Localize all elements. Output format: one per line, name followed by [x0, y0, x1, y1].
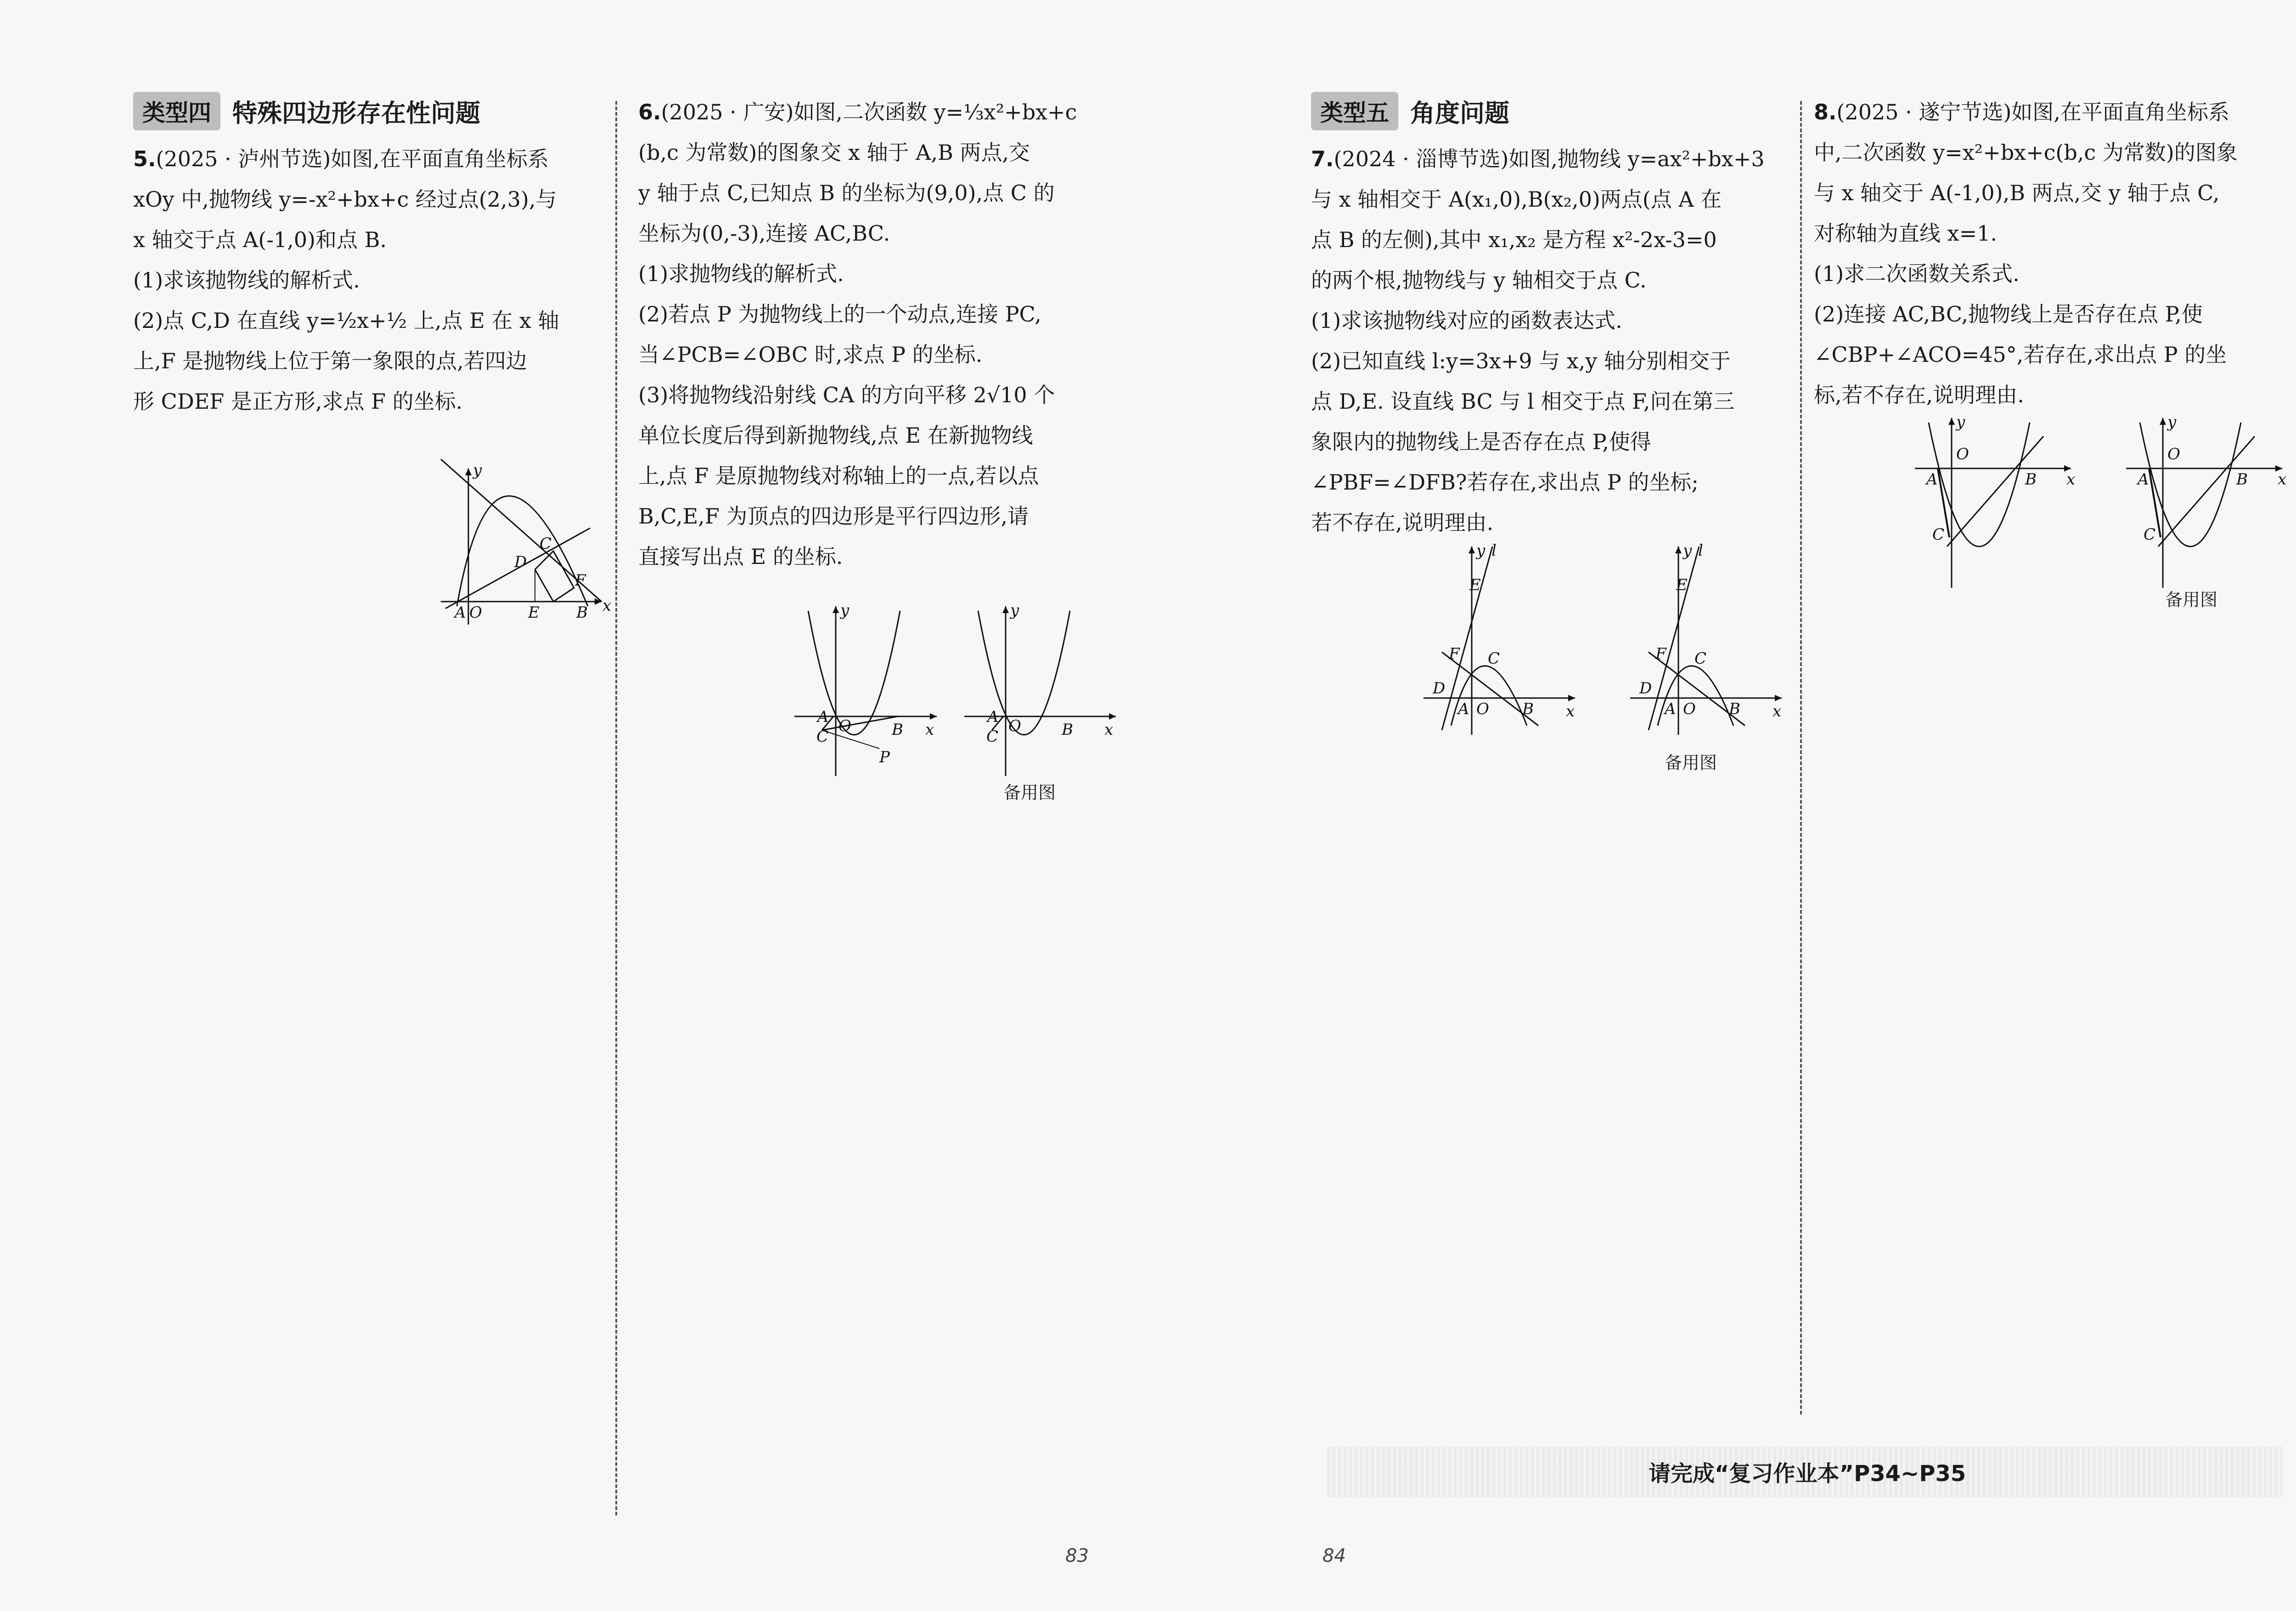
q7-line-3: 的两个根,抛物线与 y 轴相交于点 C.: [1311, 268, 1647, 293]
q8-backup-caption: 备用图: [2165, 590, 2218, 610]
q6-line-0: (2025 · 广安)如图,二次函数 y=⅓x²+bx+c: [661, 100, 1077, 124]
fig-label-O: O: [2167, 445, 2180, 463]
fig-label-x: x: [1104, 721, 1114, 739]
q6-line-9: 上,点 F 是原抛物线对称轴上的一点,若以点: [638, 463, 1039, 488]
left-col-1: [133, 92, 611, 422]
left-col-2: [638, 92, 1143, 577]
fig-label-C: C: [1694, 649, 1707, 668]
fig-label-x: x: [2278, 470, 2287, 489]
q7-line-9: 若不存在,说明理由.: [1311, 510, 1494, 535]
q7-line-2: 点 B 的左侧),其中 x₁,x₂ 是方程 x²-2x-3=0: [1311, 227, 1717, 252]
section-heading-4: [133, 92, 611, 130]
question-number: 5.: [133, 146, 156, 171]
fig-label-C: C: [540, 535, 552, 553]
q7-line-7: 象限内的抛物线上是否存在点 P,使得: [1311, 429, 1651, 454]
fig-label-C: C: [1932, 525, 1945, 544]
fig-label-y: y: [1010, 601, 1019, 620]
fig-label-B: B: [576, 603, 588, 622]
fig-label-A: A: [817, 708, 829, 726]
fig-label-F: F: [1449, 645, 1460, 663]
q7-line-4: (1)求该抛物线对应的函数表达式.: [1311, 308, 1622, 333]
fig-label-y: y: [840, 601, 850, 620]
page-number-left: 83: [1065, 1545, 1089, 1566]
fig-label-C: C: [1488, 649, 1500, 668]
q7-line-8: ∠PBF=∠DFB?若存在,求出点 P 的坐标;: [1311, 470, 1699, 495]
fig-label-O: O: [1476, 700, 1489, 718]
q6-line-10: B,C,E,F 为顶点的四边形是平行四边形,请: [638, 504, 1029, 529]
section-title: 角度问题: [1410, 98, 1509, 128]
q8-line-1: 中,二次函数 y=x²+bx+c(b,c 为常数)的图象: [1814, 140, 2238, 165]
fig-label-B: B: [1522, 700, 1534, 718]
q6-line-8: 单位长度后得到新抛物线,点 E 在新抛物线: [638, 423, 1033, 448]
q7-line-1: 与 x 轴相交于 A(x₁,0),B(x₂,0)两点(点 A 在: [1311, 187, 1722, 212]
right-col-1: [1311, 92, 1793, 543]
homework-reminder: 请完成“复习作业本”P34~P35: [1649, 1461, 1966, 1487]
fig-label-C: C: [2144, 525, 2156, 544]
q8-backup-figure: [2122, 413, 2287, 588]
fig-label-y: y: [1476, 541, 1486, 560]
fig-label-F: F: [1655, 645, 1666, 663]
fig-label-x: x: [1566, 702, 1575, 721]
fig-label-O: O: [838, 717, 851, 735]
fig-label-x: x: [925, 721, 934, 739]
section-heading-5: [1311, 92, 1793, 130]
fig-label-O: O: [469, 603, 482, 622]
fig-label-O: O: [1956, 445, 1969, 463]
fig-label-A: A: [987, 708, 999, 726]
fig-label-y: y: [473, 461, 482, 479]
fig-label-y: y: [1683, 541, 1692, 560]
fig-label-O: O: [1683, 700, 1696, 718]
question-number: 6.: [638, 100, 661, 124]
fig-label-x: x: [602, 597, 612, 615]
q6-line-6: 当∠PCB=∠OBC 时,求点 P 的坐标.: [638, 342, 983, 367]
fig-label-B: B: [1062, 721, 1073, 739]
q8-line-0: (2025 · 遂宁节选)如图,在平面直角坐标系: [1836, 100, 2229, 124]
fig-label-A: A: [1458, 700, 1469, 718]
q7-backup-caption: 备用图: [1665, 753, 1717, 773]
fig-label-C: C: [986, 727, 999, 746]
fig-label-E: E: [1676, 576, 1688, 594]
fig-label-l: l: [1698, 541, 1703, 560]
column-divider-left: [615, 101, 617, 1515]
q6-line-11: 直接写出点 E 的坐标.: [638, 544, 843, 569]
fig-label-A: A: [2138, 470, 2149, 489]
fig-label-B: B: [1729, 700, 1740, 718]
q5-line-4: (2)点 C,D 在直线 y=½x+½ 上,点 E 在 x 轴: [133, 308, 559, 333]
page-number-right: 84: [1322, 1545, 1346, 1566]
q6-line-3: 坐标为(0,-3),连接 AC,BC.: [638, 221, 890, 246]
q5-line-1: xOy 中,抛物线 y=-x²+bx+c 经过点(2,3),与: [133, 187, 557, 212]
q6-line-4: (1)求抛物线的解析式.: [638, 261, 844, 286]
question-6: [638, 92, 1143, 577]
fig-label-E: E: [528, 603, 540, 622]
q6-line-2: y 轴于点 C,已知点 B 的坐标为(9,0),点 C 的: [638, 180, 1055, 205]
question-7: [1311, 139, 1793, 543]
fig-label-y: y: [1956, 413, 1965, 431]
fig-label-x: x: [1773, 702, 1782, 721]
fig-label-F: F: [575, 571, 586, 590]
q8-line-5: (2)连接 AC,BC,抛物线上是否存在点 P,使: [1814, 302, 2203, 327]
question-8: [1814, 92, 2296, 415]
q8-line-4: (1)求二次函数关系式.: [1814, 261, 2020, 286]
section-tag: 类型四: [133, 92, 220, 130]
fig-label-P: P: [879, 748, 890, 766]
q5-line-0: (2025 · 泸州节选)如图,在平面直角坐标系: [156, 146, 549, 171]
q6-figure: [785, 602, 941, 776]
fig-label-O: O: [1008, 717, 1021, 735]
q5-line-3: (1)求该抛物线的解析式.: [133, 268, 360, 293]
section-title: 特殊四边形存在性问题: [232, 98, 480, 128]
fig-label-A: A: [1665, 700, 1676, 718]
fig-label-B: B: [892, 721, 903, 739]
q8-line-3: 对称轴为直线 x=1.: [1814, 221, 1997, 246]
q8-line-7: 标,若不存在,说明理由.: [1814, 383, 2024, 407]
q5-line-2: x 轴交于点 A(-1,0)和点 B.: [133, 227, 387, 252]
q6-line-5: (2)若点 P 为抛物线上的一个动点,连接 PC,: [638, 302, 1041, 327]
section-tag: 类型五: [1311, 92, 1398, 130]
fig-label-D: D: [514, 553, 527, 571]
fig-label-x: x: [2066, 470, 2076, 489]
q6-backup-caption: 备用图: [1003, 783, 1056, 803]
q7-line-0: (2024 · 淄博节选)如图,抛物线 y=ax²+bx+3: [1334, 146, 1765, 171]
fig-label-C: C: [816, 727, 829, 746]
q8-figure: [1910, 413, 2076, 588]
fig-label-y: y: [2167, 413, 2177, 431]
fig-label-E: E: [1469, 576, 1481, 594]
fig-label-B: B: [2025, 470, 2037, 489]
q7-figure: [1424, 542, 1580, 735]
q6-backup-figure: [955, 602, 1120, 776]
q5-line-6: 形 CDEF 是正方形,求点 F 的坐标.: [133, 389, 463, 414]
q5-line-5: 上,F 是抛物线上位于第一象限的点,若四边: [133, 349, 527, 373]
q8-line-6: ∠CBP+∠ACO=45°,若存在,求出点 P 的坐: [1814, 342, 2227, 367]
fig-label-D: D: [1639, 679, 1652, 698]
fig-label-l: l: [1491, 541, 1497, 560]
q6-line-7: (3)将抛物线沿射线 CA 的方向平移 2√10 个: [638, 383, 1055, 407]
q5-figure: [436, 459, 611, 629]
fig-label-D: D: [1433, 679, 1446, 698]
question-number: 8.: [1814, 100, 1837, 124]
fig-label-A: A: [455, 603, 466, 622]
q7-line-5: (2)已知直线 l:y=3x+9 与 x,y 轴分别相交于: [1311, 349, 1731, 373]
column-divider-right: [1800, 101, 1802, 1414]
fig-label-B: B: [2236, 470, 2248, 489]
question-5: [133, 139, 611, 422]
q6-line-1: (b,c 为常数)的图象交 x 轴于 A,B 两点,交: [638, 140, 1030, 165]
question-number: 7.: [1311, 146, 1334, 171]
q8-line-2: 与 x 轴交于 A(-1,0),B 两点,交 y 轴于点 C,: [1814, 180, 2220, 205]
right-col-2: [1814, 92, 2296, 415]
q7-line-6: 点 D,E. 设直线 BC 与 l 相交于点 F,问在第三: [1311, 389, 1735, 414]
q7-backup-figure: [1630, 542, 1786, 735]
fig-label-A: A: [1926, 470, 1938, 489]
